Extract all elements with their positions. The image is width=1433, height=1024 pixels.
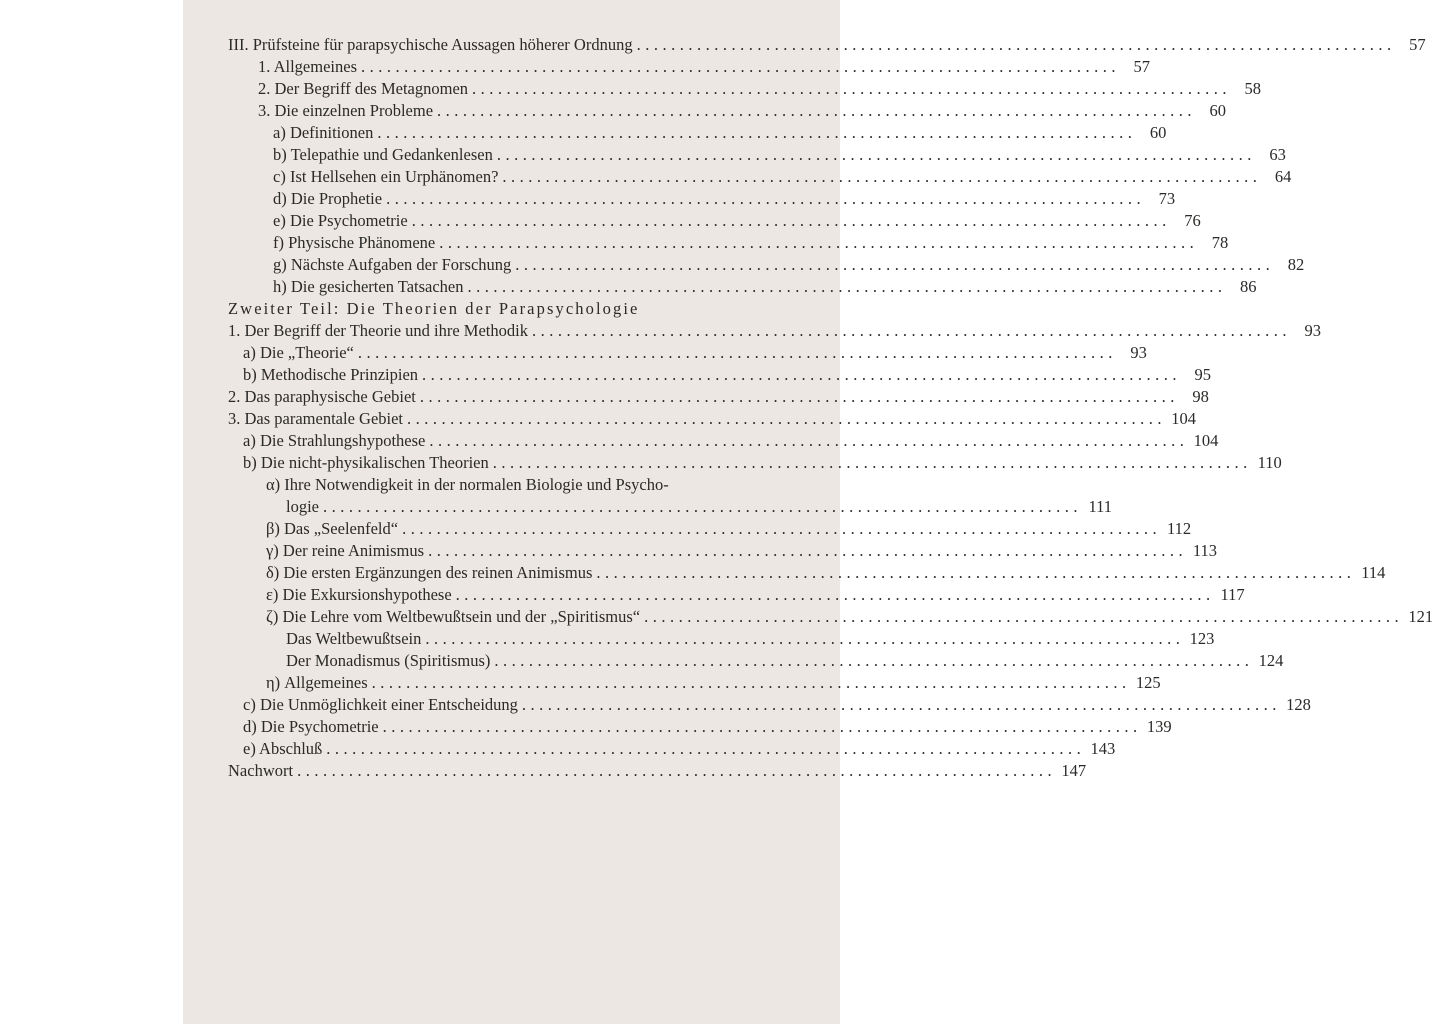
toc-entry [266,606,1433,628]
toc-entry [243,430,1219,452]
toc-entry-label: d) Die Psychometrie [243,717,379,736]
toc-entry-label: III. Prüfsteine für parapsychische Aussagen höherer Ordnung [228,35,633,54]
toc-entry [286,628,1215,650]
toc-entry [243,364,1212,386]
toc-entry-page: 147 [1061,761,1087,780]
toc-entry-page: 76 [1184,211,1201,230]
toc-entry-page: 60 [1209,101,1227,120]
toc-entry [286,650,1284,672]
dot-leader: ........................................................................................ [437,101,1197,120]
dot-leader: ........................................................................................ [515,255,1275,274]
toc-entry [266,562,1386,584]
dot-leader: ........................................................................................ [496,145,1256,164]
toc-entry-page: 73 [1158,189,1176,208]
dot-leader: ........................................................................................ [326,739,1086,758]
toc-entry-page: 82 [1287,255,1305,274]
toc-entry-label: δ) Die ersten Ergänzungen des reinen Animismus [266,563,593,582]
dot-leader: ........................................................................................ [371,673,1131,692]
toc-entry-page: 63 [1269,145,1286,164]
dot-leader: ........................................................................................ [422,365,1182,384]
toc-entry-label: ζ) Die Lehre vom Weltbewußtsein und der „Spiritismus“ [266,607,641,626]
toc-entry-page: 64 [1274,167,1292,186]
dot-leader: ........................................................................................ [596,563,1356,582]
toc-entry-page: 139 [1146,717,1172,736]
toc-entry-label: γ) Der reine Animismus [266,541,425,560]
toc-entry [273,232,1229,254]
dot-leader: ........................................................................................ [494,651,1254,670]
toc-entry-label: h) Die gesicherten Tatsachen [273,277,464,296]
toc-entry-label: Das Weltbewußtsein [286,629,422,648]
toc-entry [258,56,1150,78]
toc-entry-label: 3. Das paramentale Gebiet [228,409,404,428]
toc-entry-label: d) Die Prophetie [273,189,383,208]
toc-entry-label: c) Ist Hellsehen ein Urphänomen? [273,167,499,186]
dot-leader: ........................................................................................ [502,167,1262,186]
toc-entry-page: 124 [1258,651,1284,670]
toc-entry [243,452,1282,474]
toc-entry-page: 128 [1286,695,1311,714]
toc-entry [273,210,1201,232]
dot-leader: ........................................................................................ [425,629,1185,648]
toc-entry-page: 111 [1088,497,1112,516]
dot-leader: ........................................................................................ [636,35,1396,54]
toc-entry [228,386,1209,408]
toc-entry-page: 104 [1171,409,1197,428]
toc-entry [273,188,1176,210]
toc-entry-label: 1. Der Begriff der Theorie und ihre Methodik [228,321,528,340]
toc-entry-label: b) Die nicht-physikalischen Theorien [243,453,489,472]
toc-entry-label: b) Methodische Prinzipien [243,365,419,384]
toc-entry-page: 104 [1193,431,1219,450]
toc-entry [243,738,1116,760]
dot-leader: ........................................................................................ [386,189,1146,208]
toc-entry-page: 143 [1090,739,1116,758]
toc-entry [266,584,1245,606]
toc-entry-label: ε) Die Exkursionshypothese [266,585,452,604]
dot-leader: ........................................................................................ [492,453,1252,472]
toc-entry [243,716,1172,738]
toc-entry-page: 60 [1149,123,1167,142]
toc-entry [266,518,1192,540]
toc-entry-page: 114 [1361,563,1386,582]
dot-leader: ........................................................................................ [472,79,1232,98]
toc-entry [273,254,1305,276]
toc-entry-label: 1. Allgemeines [258,57,357,76]
dot-leader: ........................................................................................ [323,497,1082,516]
toc-entry-page: 110 [1257,453,1282,472]
dot-leader: ........................................................................................ [521,695,1281,714]
toc-entry-label: 2. Das paraphysische Gebiet [228,387,416,406]
toc-entry [266,540,1218,562]
toc-entry-page: 78 [1211,233,1229,252]
toc-entry-page: 98 [1192,387,1209,406]
toc-entry-label: β) Das „Seelenfeld“ [266,519,399,538]
toc-entry-label: c) Die Unmöglichkeit einer Entscheidung [243,695,518,714]
dot-leader: ........................................................................................ [429,431,1189,450]
dot-leader: ........................................................................................ [419,387,1179,406]
toc-entry-label: g) Nächste Aufgaben der Forschung [273,255,512,274]
toc-entry-page: 86 [1240,277,1257,296]
toc-entry [243,342,1147,364]
dot-leader: ........................................................................................ [531,321,1291,340]
toc-entry [273,276,1257,298]
toc-entry-page: 117 [1220,585,1245,604]
toc-entry-label: 2. Der Begriff des Metagnomen [258,79,469,98]
dot-leader: ........................................................................................ [382,717,1142,736]
toc-entry [243,694,1311,716]
toc-entry [273,144,1286,166]
dot-leader: ........................................................................................ [357,343,1117,362]
dot-leader: ........................................................................................ [411,211,1171,230]
toc-entry [228,320,1321,342]
dot-leader: ........................................................................................ [439,233,1199,252]
toc-entry-wrapped-line: α) Ihre Notwendigkeit in der normalen Biologie und Psycho- [266,475,669,494]
toc-entry-label: f) Physische Phänomene [273,233,436,252]
dot-leader: ........................................................................................ [428,541,1188,560]
dot-leader: ........................................................................................ [297,761,1057,780]
toc-entry [266,672,1161,694]
toc-entry [286,496,1112,518]
toc-entry-page: 93 [1304,321,1321,340]
toc-entry-label: Der Monadismus (Spiritismus) [286,651,491,670]
toc-entry-label: 3. Die einzelnen Probleme [258,101,434,120]
toc-entry-label: a) Definitionen [273,123,374,142]
dot-leader: ........................................................................................ [467,277,1227,296]
dot-leader: ........................................................................................ [455,585,1215,604]
toc-entry-page: 57 [1133,57,1150,76]
dot-leader: ........................................................................................ [644,607,1404,626]
toc-entry [228,760,1087,782]
toc-entry [258,78,1262,100]
toc-entry [258,100,1227,122]
toc-entry-label: e) Abschluß [243,739,323,758]
toc-entry-label: logie [286,497,319,516]
toc-entry-page: 113 [1192,541,1218,560]
toc-entry [273,166,1292,188]
toc-entry-page: 121 [1408,607,1433,626]
toc-entry-page: 58 [1244,79,1262,98]
toc-entry-page: 125 [1135,673,1161,692]
toc-entry-label: b) Telepathie und Gedankenlesen [273,145,493,164]
toc-entry-page: 93 [1130,343,1147,362]
toc-entry-label: Nachwort [228,761,294,780]
part-heading: Zweiter Teil: Die Theorien der Parapsychologie [228,299,640,318]
toc-entry-label: a) Die „Theorie“ [243,343,354,362]
dot-leader: ........................................................................................ [402,519,1162,538]
toc-entry-label: e) Die Psychometrie [273,211,408,230]
toc-entry-page: 112 [1166,519,1192,538]
dot-leader: ........................................................................................ [360,57,1120,76]
toc-entry [228,34,1426,56]
toc-entry-label: a) Die Strahlungshypothese [243,431,426,450]
toc-entry [228,408,1197,430]
toc-entry-page: 123 [1189,629,1215,648]
dot-leader: ........................................................................................ [377,123,1137,142]
toc-entry-page: 95 [1194,365,1212,384]
toc-entry-page: 57 [1409,35,1426,54]
toc-entry-label: η) Allgemeines [266,673,368,692]
toc-entry [273,122,1167,144]
dot-leader: ........................................................................................ [407,409,1167,428]
